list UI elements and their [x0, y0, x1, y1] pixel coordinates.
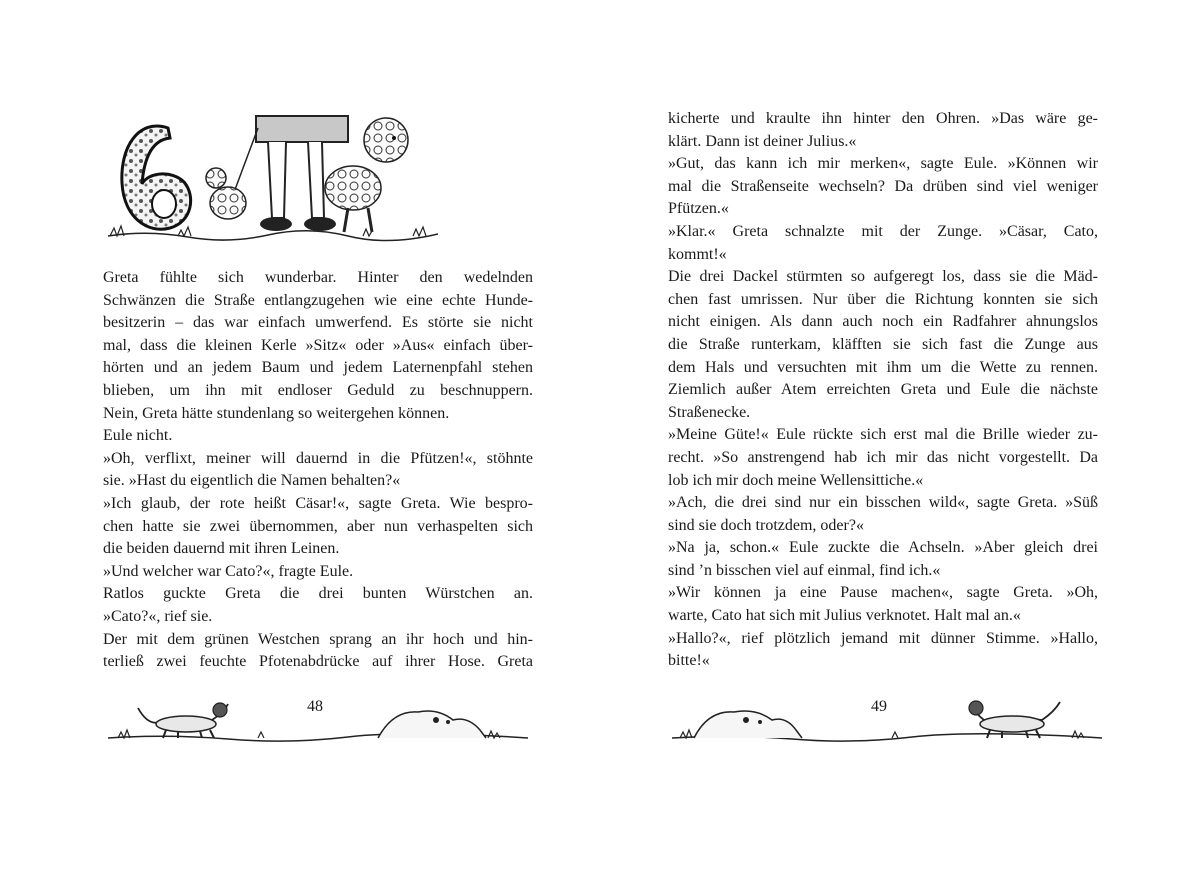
text-line: die beiden dauernd mit ihren Leinen. — [103, 540, 340, 558]
text-line: warte, Cato hat sich mit Julius verknotet. Halt mal an.« — [668, 607, 1021, 625]
right-page-text — [668, 108, 1098, 673]
text-line: Ratlos guckte Greta die drei bunten Würstchen an. — [103, 585, 533, 603]
text-line: recht. »So anstrengend hab ich mir das nicht vorgestellt. Da — [668, 448, 1098, 466]
text-line: Die drei Dackel stürmten so aufgeregt los, dass sie die Mäd- — [668, 268, 1098, 286]
text-line: Ziemlich außer Atem erreichten Greta und Eule die nächste — [668, 381, 1098, 399]
text-line: »Ach, die drei sind nur ein bisschen wild«, sagte Greta. »Süß — [668, 494, 1098, 512]
text-line: kicherte und kraulte ihn hinter den Ohren. »Das wäre ge- — [668, 110, 1098, 127]
text-line: Greta fühlte sich wunderbar. Hinter den wedelnden — [103, 269, 533, 286]
text-line: Nein, Greta hätte stundenlang so weitergehen können. — [103, 404, 450, 422]
text-line: »Cato?«, rief sie. — [103, 607, 213, 625]
text-line: besitzerin – das war einfach umwerfend. Es störte sie nicht — [103, 314, 533, 332]
right-page — [600, 0, 1200, 869]
text-line: »Hallo?«, rief plötzlich jemand mit dünner Stimme. »Hallo, — [668, 629, 1098, 647]
text-line: Schwänzen die Straße entlangzugehen wie eine echte Hunde- — [103, 291, 533, 309]
text-line: blieben, um ihn mit endloser Geduld zu beschnuppern. — [103, 381, 533, 399]
text-line: hörten und an jedem Baum und jedem Laternenpfahl stehen — [103, 359, 533, 377]
text-line: chen hatte sie zwei übernommen, aber nun verhaspelten sich — [103, 517, 533, 535]
text-line: sie. »Hast du eigentlich die Namen behalten?« — [103, 472, 401, 490]
text-line: Straßenecke. — [668, 403, 751, 421]
text-line: Eule nicht. — [103, 427, 173, 445]
chapter-illustration — [108, 108, 438, 243]
text-line: chen fast umrissen. Nur über die Richtung konnten sie sich — [668, 290, 1098, 308]
text-line: »Meine Güte!« Eule rückte sich erst mal die Brille wieder zu- — [668, 426, 1098, 444]
text-line: Pfützen.« — [668, 200, 729, 218]
text-line: lob ich mir doch meine Wellensittiche.« — [668, 471, 924, 489]
text-line: die Straße runterkam, kläfften sie sich fast die Zunge aus — [668, 335, 1098, 353]
text-line: terließ zwei feuchte Pfotenabdrücke auf ihrer Hose. Greta — [103, 653, 533, 671]
text-line: mal, dass die kleinen Kerle »Sitz« oder »Aus« einfach über- — [103, 336, 533, 354]
text-line: sind sie doch trotzdem, oder?« — [668, 516, 864, 534]
text-line: »Gut, das kann ich mir merken«, sagte Eule. »Können wir — [668, 155, 1098, 173]
footer-illustration — [672, 690, 1102, 750]
text-line: Der mit dem grünen Westchen sprang an ihr hoch und hin- — [103, 630, 533, 648]
text-line: »Wir können ja eine Pause machen«, sagte Greta. »Oh, — [668, 584, 1098, 602]
text-line: »Oh, verflixt, meiner will dauernd in die Pfützen!«, stöhnte — [103, 449, 533, 467]
text-line: kommt!« — [668, 245, 727, 263]
text-line: »Klar.« Greta schnalzte mit der Zunge. »Cäsar, Cato, — [668, 222, 1098, 240]
text-line: bitte!« — [668, 652, 710, 670]
text-line: sind ’n bisschen viel auf einmal, find ich.« — [668, 561, 941, 579]
page-number: 49 — [871, 698, 887, 715]
text-line: nicht einigen. Als dann auch noch ein Radfahrer ahnungslos — [668, 313, 1098, 331]
text-line: dem Hals und versuchten mit ihm um die Wette zu rennen. — [668, 358, 1098, 376]
text-line: »Ich glaub, der rote heißt Cäsar!«, sagte Greta. Wie bespro- — [103, 494, 533, 512]
text-line: klärt. Dann ist deiner Julius.« — [668, 132, 857, 150]
text-line: mal die Straßenseite wechseln? Da drüben sind viel weniger — [668, 177, 1098, 195]
footer-drawing — [672, 690, 1102, 750]
page-number: 48 — [307, 698, 323, 715]
text-line: »Und welcher war Cato?«, fragte Eule. — [103, 562, 354, 580]
chapter-drawing — [108, 108, 438, 243]
left-page-text — [103, 267, 533, 674]
text-line: »Na ja, schon.« Eule zuckte die Achseln. »Aber gleich drei — [668, 539, 1098, 557]
